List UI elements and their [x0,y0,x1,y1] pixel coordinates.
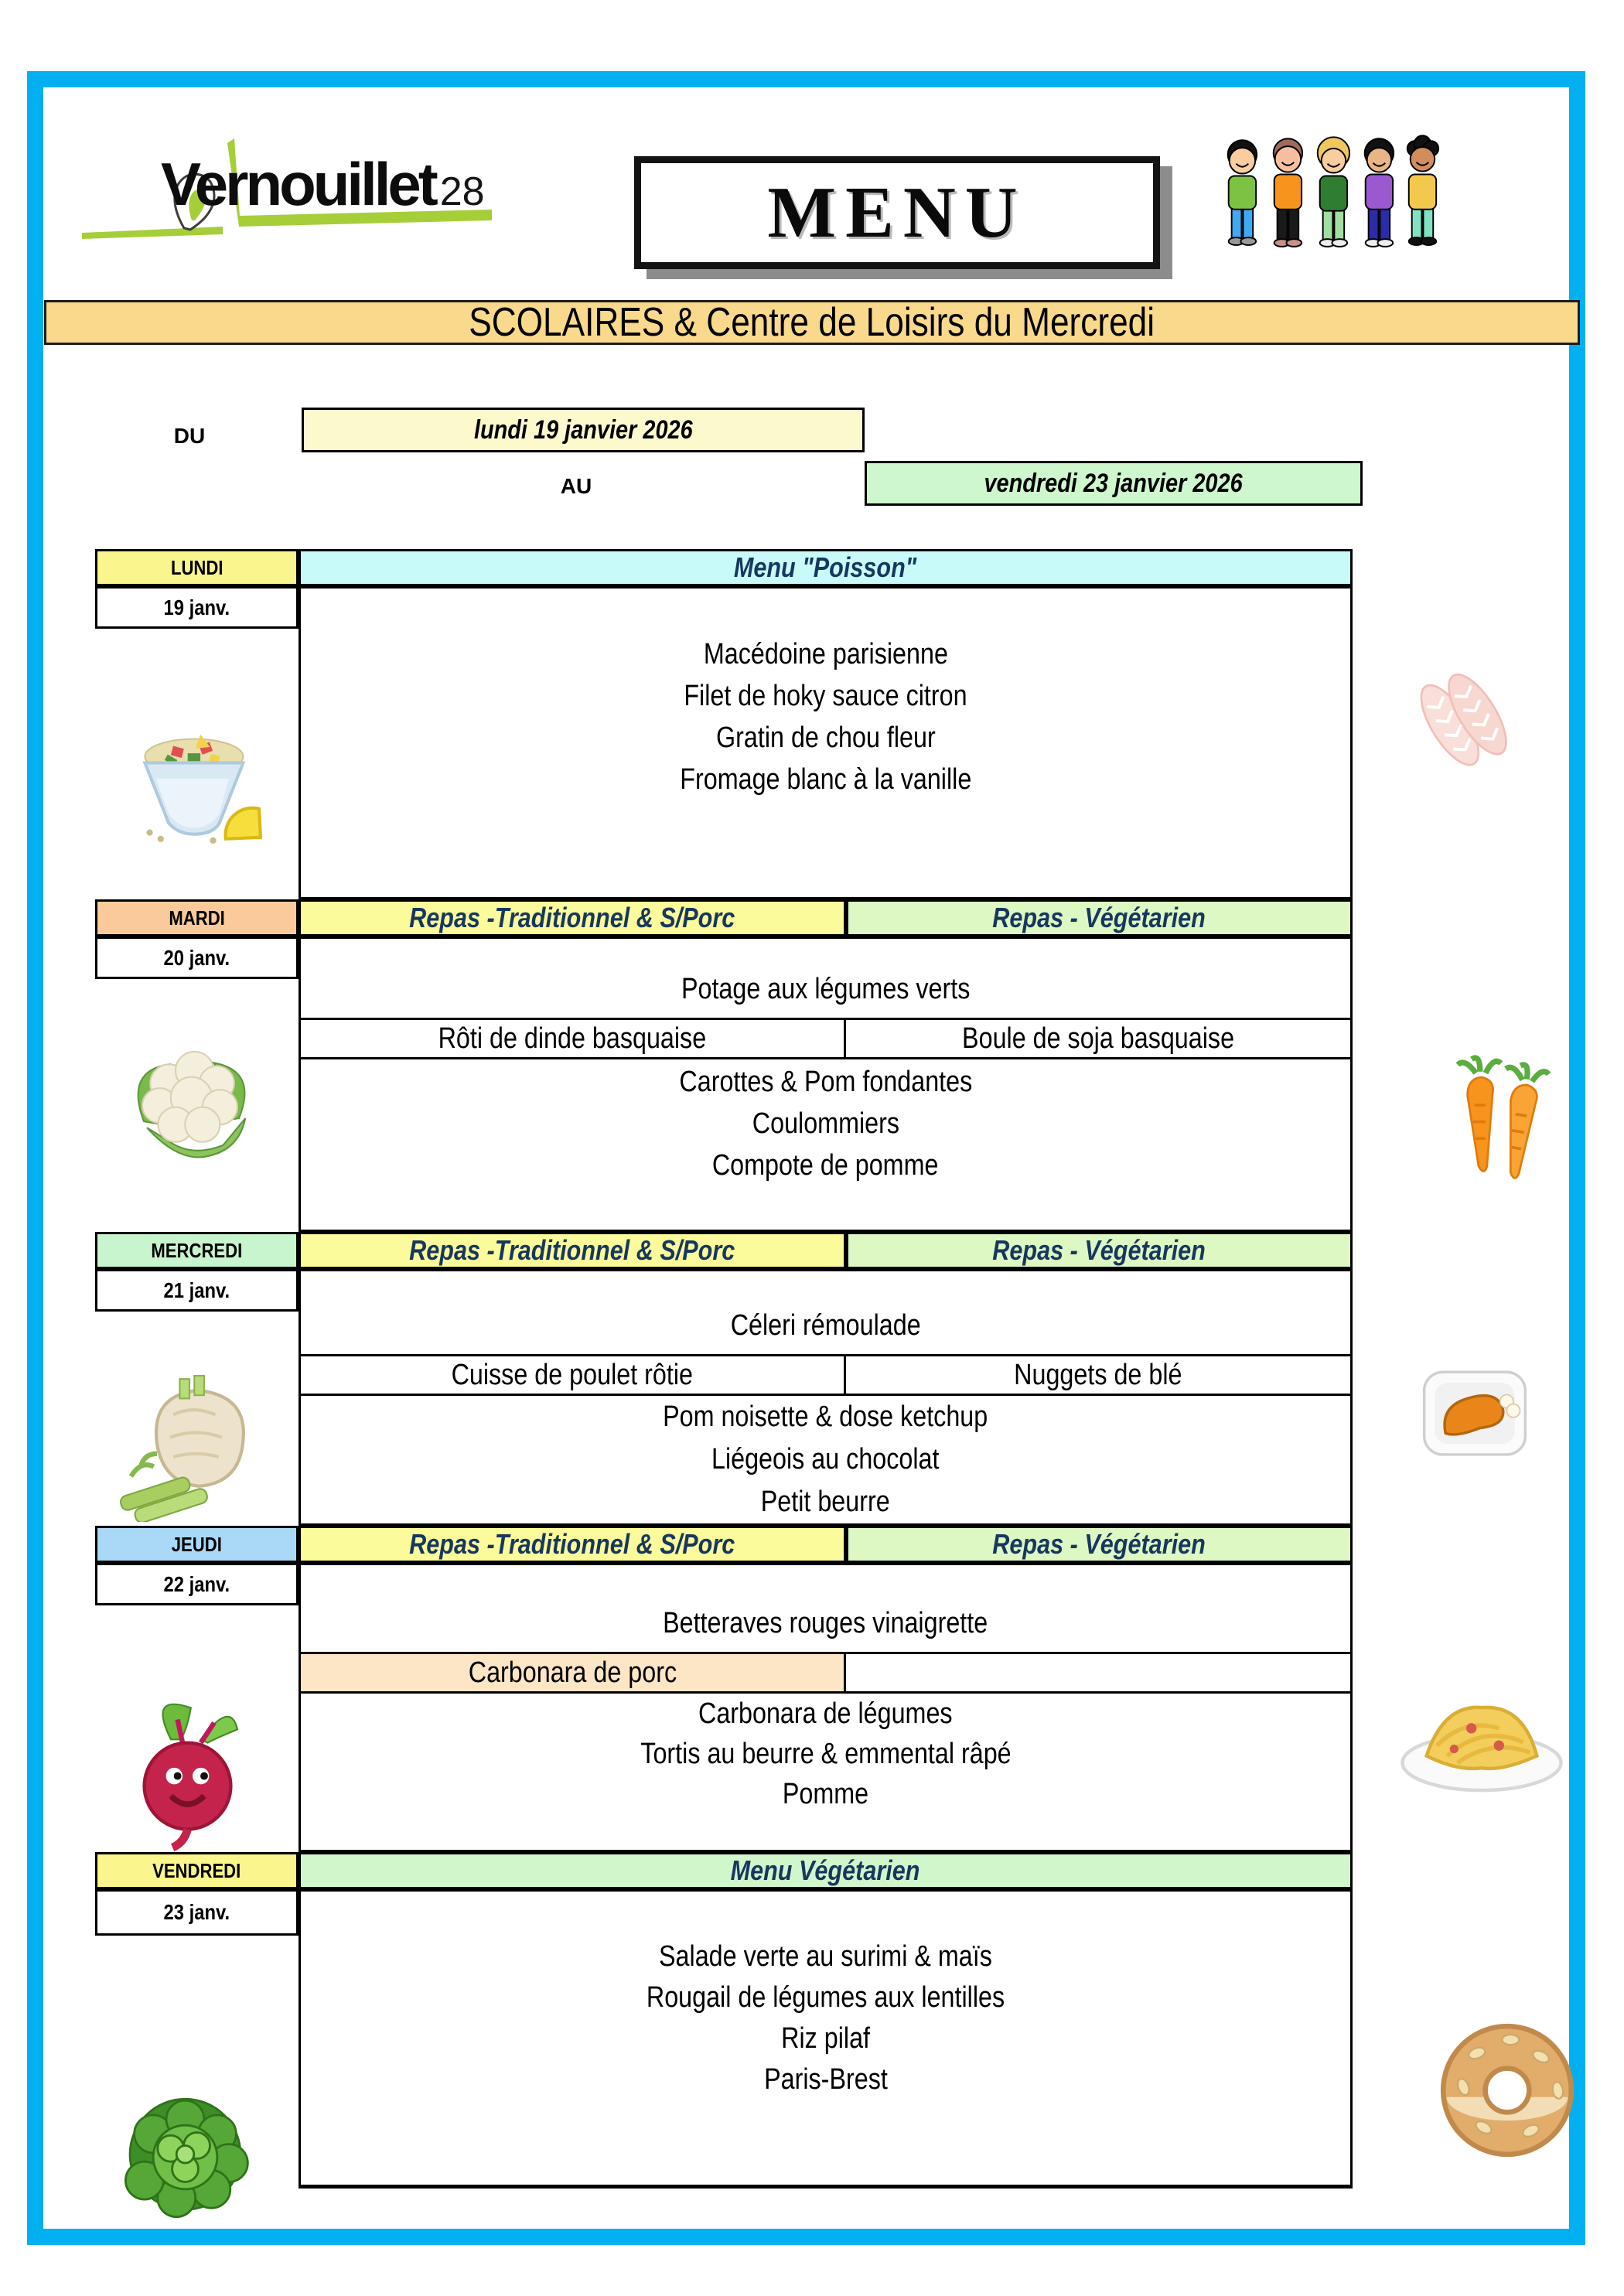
day-name-label: MERCREDI [151,1238,243,1262]
menu-item [301,1694,1350,1734]
day-name-cell-lundi [95,549,299,586]
split-row [301,1354,1350,1396]
menu-section [301,1271,1350,1354]
menu-item [301,1481,1350,1523]
menu-item [301,1145,1350,1186]
cauliflower-image [112,1019,271,1186]
menu-item [301,675,1350,717]
au-label: AU [560,474,592,498]
chicken-leg-image [1386,1340,1564,1473]
carrots-image [1437,1031,1576,1207]
date-label: 19 janv. [163,595,230,619]
content-cell [299,586,1353,899]
split-cell-traditional [301,1652,846,1694]
menu-item-label: Compote de pomme [712,1148,939,1182]
date-label: 21 janv. [163,1278,230,1302]
menu-item-label: Carottes & Pom fondantes [679,1065,972,1098]
menu-item-label: Carbonara de légumes [698,1697,953,1730]
date-cell [95,586,299,629]
menu-item-label: Betteraves rouges vinaigrette [663,1606,988,1639]
menu-item-label: Gratin de chou fleur [715,721,936,754]
day-name-cell-jeudi [95,1526,299,1563]
date-label: 20 janv. [163,945,230,970]
menu-header-cell [299,1232,846,1269]
menu-header-label: Repas - Végétarien [992,902,1206,933]
menu-header-label: Repas -Traditionnel & S/Porc [409,1234,735,1266]
split-label-vegetarian: Nuggets de blé [1014,1358,1182,1391]
menu-item-label: Céleri rémoulade [730,1308,921,1342]
menu-section [301,1892,1350,2185]
menu-section [301,1565,1350,1652]
menu-item [301,717,1350,759]
content-cell [299,936,1353,1232]
menu-item-label: Pomme [782,1777,869,1810]
menu-title-box [634,156,1160,269]
menu-header-cell [299,899,846,936]
banner [44,300,1580,345]
cauliflower-image [112,1019,271,1186]
menu-item [301,1438,1350,1481]
day-name-cell-mercredi [95,1232,299,1269]
start-date: lundi 19 janvier 2026 [473,415,693,445]
menu-header-label: Repas - Végétarien [992,1528,1206,1560]
logo-wordmark [161,149,485,220]
split-cell-vegetarian [846,1652,1350,1694]
logo-text: Vernouillet [161,150,435,218]
menu-header-label: Menu "Poisson" [734,551,917,583]
date-cell [95,1269,299,1312]
menu-item-label: Potage aux légumes verts [681,972,971,1005]
logo-number: 28 [439,169,485,214]
menu-item-label: Petit beurre [760,1486,890,1518]
day-name-label: LUNDI [170,555,223,579]
menu-section [301,1059,1350,1230]
menu-item [301,759,1350,800]
split-row [301,1018,1350,1059]
split-label-vegetarian: Boule de soja basquaise [962,1022,1234,1055]
split-cell-vegetarian [846,1018,1350,1059]
menu-item-label: Fromage blanc à la vanille [679,762,972,796]
fish-fillets-image [1392,660,1531,777]
menu-section [301,1694,1350,1850]
beetroot-image [104,1684,271,1854]
menu-item-label: Pom noisette & dose ketchup [663,1400,988,1433]
lettuce-image [110,2079,261,2224]
chicken-leg-image [1386,1340,1564,1473]
date-cell [95,936,299,979]
menu-title: MENU [767,172,1027,253]
menu-item-label: Rougail de légumes aux lentilles [646,1981,1005,2014]
menu-item [301,1305,1350,1346]
menu-header-cell [846,1232,1353,1269]
split-cell-vegetarian [846,1354,1350,1396]
menu-item-label: Coulommiers [752,1107,899,1140]
banner-title: SCOLAIRES & Centre de Loisirs du Mercredi [469,300,1155,345]
spaghetti-plate-image [1392,1677,1571,1797]
end-date-box [865,461,1363,506]
celeriac-image [108,1360,271,1522]
menu-item-label: Tortis au beurre & emmental râpé [640,1737,1012,1770]
end-date: vendredi 23 janvier 2026 [984,468,1244,498]
day-name-label: MARDI [169,906,225,930]
menu-header-label: Repas - Végétarien [992,1234,1206,1266]
menu-item [301,1977,1350,2018]
carrots-image [1437,1031,1576,1207]
day-name-label: VENDREDI [152,1858,241,1882]
split-label-traditional: Cuisse de poulet rôtie [451,1358,694,1391]
start-date-box [302,408,865,452]
split-label-traditional: Carbonara de porc [468,1656,677,1689]
content-cell [299,1269,1353,1526]
menu-header-cell [846,899,1353,936]
menu-item [301,1396,1350,1438]
menu-item [301,1103,1350,1145]
menu-section [301,1396,1350,1523]
menu-header-cell [299,1526,846,1563]
menu-item [301,1774,1350,1814]
menu-item-label: Riz pilaf [781,2022,870,2055]
menu-item [301,1061,1350,1103]
menu-header-cell [846,1526,1353,1563]
menu-item [301,1936,1350,1977]
content-cell [299,1563,1353,1852]
menu-header-label: Repas -Traditionnel & S/Porc [409,1528,735,1560]
menu-item [301,968,1350,1010]
day-name-cell-vendredi [95,1852,299,1889]
lettuce-image [110,2079,261,2224]
menu-item-label: Liégeois au chocolat [711,1443,940,1476]
menu-section [301,939,1350,1018]
menu-item-label: Filet de hoky sauce citron [684,679,967,712]
day-name-label: JEUDI [171,1532,223,1556]
date-cell [95,1563,299,1605]
content-cell [299,1889,1353,2189]
menu-item-label: Salade verte au surimi & maïs [659,1940,992,1973]
split-row [301,1652,1350,1694]
menu-header-label: Repas -Traditionnel & S/Porc [409,902,735,933]
split-cell-traditional [301,1018,846,1059]
menu-item [301,1602,1350,1644]
salad-bowl-image [116,687,278,845]
day-name-cell-mardi [95,899,299,936]
menu-header-label: Menu Végétarien [731,1854,920,1886]
date-label: 22 janv. [163,1571,230,1596]
salad-bowl-image [116,687,278,845]
paris-brest-image [1423,1994,1592,2187]
menu-item-label: Macédoine parisienne [703,637,948,670]
split-label-traditional: Rôti de dinde basquaise [438,1022,707,1055]
menu-item [301,633,1350,675]
du-label: DU [173,424,206,448]
paris-brest-image [1423,1994,1592,2187]
menu-header-cell [299,1852,1353,1889]
menu-header-cell [299,549,1353,586]
split-cell-traditional [301,1354,846,1396]
spaghetti-plate-image [1392,1677,1571,1797]
celeriac-image [108,1360,271,1522]
menu-item [301,2018,1350,2059]
date-cell [95,1889,299,1936]
date-label: 23 janv. [163,1900,230,1924]
menu-section [301,588,1350,897]
fish-fillets-image [1392,660,1531,777]
menu-item [301,2059,1350,2100]
vernouillet-logo [68,135,513,251]
menu-item-label: Paris-Brest [763,2063,888,2096]
beetroot-image [104,1684,271,1854]
children-clipart [1216,121,1444,274]
menu-item [301,1734,1350,1774]
